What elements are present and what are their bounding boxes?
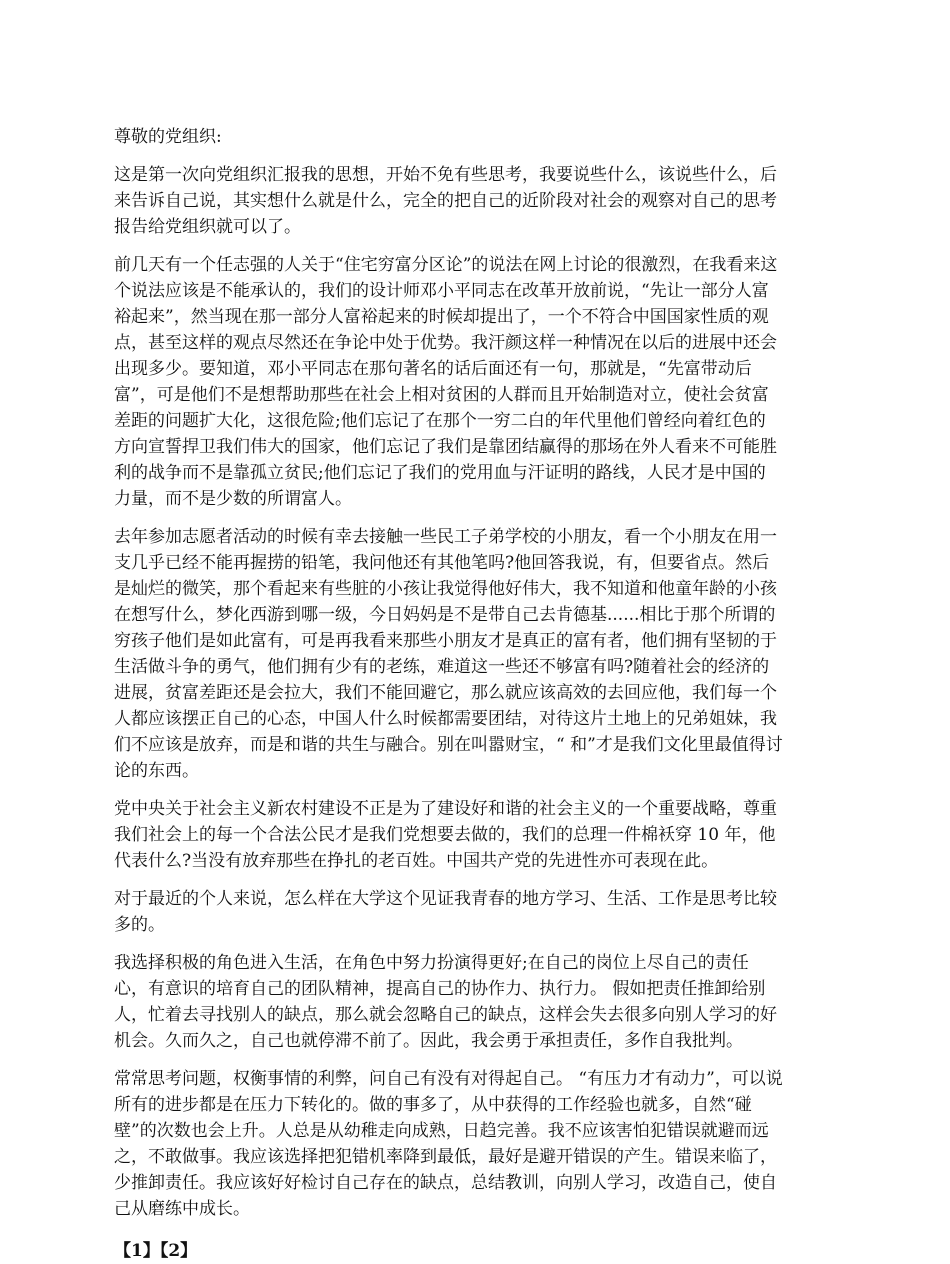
text-line: 我选择积极的角色进入生活，在角色中努力扮演得更好;在自己的岗位上尽自己的责任 xyxy=(114,953,749,973)
text-line: 裕起来”，然当现在那一部分人富裕起来的时候却提出了，一个不符合中国国家性质的观 xyxy=(114,307,769,327)
text-line: 利的战争而不是靠孤立贫民;他们忘记了我们的党用血与汗证明的路线，人民才是中国的 xyxy=(114,463,766,483)
text-line: 机会。久而久之，自己也就停滞不前了。因此，我会勇于承担责任，多作自我批判。 xyxy=(114,1031,743,1051)
text-line: 们不应该是放弃，而是和谐的共生与融合。别在叫嚣财宝，“ 和”才是我们文化里最值得讨 xyxy=(114,735,783,755)
salutation: 尊敬的党组织: xyxy=(114,127,222,147)
paragraph-5 xyxy=(114,886,840,938)
text-line: 在想写什么，梦化西游到哪一级，今日妈妈是不是带自己去肯德基......相比于那个所谓的 xyxy=(114,605,776,625)
text-line: 来告诉自己说，其实想什么就是什么，完全的把自己的近阶段对社会的观察对自己的思考 xyxy=(114,191,777,211)
text-line: 是灿烂的微笑，那个看起来有些脏的小孩让我觉得他好伟大，我不知道和他童年龄的小孩 xyxy=(114,579,777,599)
paragraph-1 xyxy=(114,162,840,240)
text-line: 常常思考问题，权衡事情的利弊，问自己有没有对得起自己。 “有压力才有动力”，可以说 xyxy=(114,1069,783,1089)
text-line: 这是第一次向党组织汇报我的思想，开始不免有些思考，我要说些什么，该说些什么，后 xyxy=(114,165,777,185)
paragraph-7 xyxy=(114,1066,840,1222)
text-line: 论的东西。 xyxy=(114,761,199,781)
document-body xyxy=(114,124,840,1264)
text-line: 代表什么?当没有放弃那些在挣扎的老百姓。中国共产党的先进性亦可表现在此。 xyxy=(114,851,719,871)
text-line: 前几天有一个任志强的人关于“住宅穷富分区论”的说法在网上讨论的很激烈，在我看来这 xyxy=(114,255,778,275)
text-line: 我们社会上的每一个合法公民才是我们党想要去做的，我们的总理一件棉袄穿 10 年，他 xyxy=(114,825,776,845)
text-line: 方向宣誓捍卫我们伟大的国家，他们忘记了我们是靠团结赢得的那场在外人看来不可能胜 xyxy=(114,437,777,457)
paragraph-6 xyxy=(114,950,840,1054)
text-line: 人，忙着去寻找别人的缺点，那么就会忽略自己的缺点，这样会失去很多向别人学习的好 xyxy=(114,1005,777,1025)
text-line: 出现多少。要知道，邓小平同志在那句著名的话后面还有一句，那就是，“先富带动后 xyxy=(114,359,752,379)
text-line: 多的。 xyxy=(114,915,165,935)
text-line: 少推卸责任。我应该好好检讨自己存在的缺点，总结教训，向别人学习，改造自己，使自 xyxy=(114,1173,777,1193)
text-line: 进展，贫富差距还是会拉大，我们不能回避它，那么就应该高效的去回应他，我们每一个 xyxy=(114,683,777,703)
text-line: 所有的进步都是在压力下转化的。做的事多了，从中获得的工作经验也就多，自然“碰 xyxy=(114,1095,752,1115)
paragraph-2 xyxy=(114,252,840,512)
text-line: 支几乎已经不能再握捞的铅笔，我问他还有其他笔吗?他回答我说，有，但要省点。然后 xyxy=(114,553,770,573)
pagination xyxy=(114,1238,840,1264)
text-line: 党中央关于社会主义新农村建设不正是为了建设好和谐的社会主义的一个重要战略，尊重 xyxy=(114,799,777,819)
text-line: 心，有意识的培育自己的团队精神，提高自己的协作力、执行力。 假如把责任推卸给别 xyxy=(114,979,766,999)
text-line: 对于最近的个人来说，怎么样在大学这个见证我青春的地方学习、生活、工作是思考比较 xyxy=(114,889,777,909)
text-line: 点，甚至这样的观点尽然还在争论中处于优势。我汗颜这样一种情况在以后的进展中还会 xyxy=(114,333,777,353)
text-line: 之，不敢做事。我应该选择把犯错机率降到最低，最好是避开错误的产生。错误来临了， xyxy=(114,1147,777,1167)
text-line: 壁”的次数也会上升。人总是从幼稚走向成熟，日趋完善。我不应该害怕犯错误就避而远 xyxy=(114,1121,769,1141)
page-2-link[interactable]: 【2】 xyxy=(159,1241,198,1261)
paragraph-4 xyxy=(114,796,840,874)
paragraph-3 xyxy=(114,524,840,784)
text-line: 力量，而不是少数的所谓富人。 xyxy=(114,489,352,509)
text-line: 穷孩子他们是如此富有，可是再我看来那些小朋友才是真正的富有者，他们拥有坚韧的于 xyxy=(114,631,777,651)
text-line: 富”，可是他们不是想帮助那些在社会上相对贫困的人群而且开始制造对立，使社会贫富 xyxy=(114,385,769,405)
text-line: 报告给党组织就可以了。 xyxy=(114,217,301,237)
text-line: 去年参加志愿者活动的时候有幸去接触一些民工子弟学校的小朋友，看一个小朋友在用一 xyxy=(114,527,777,547)
text-line: 己从磨练中成长。 xyxy=(114,1199,250,1219)
text-line: 差距的问题扩大化，这很危险;他们忘记了在那个一穷二白的年代里他们曾经向着红色的 xyxy=(114,411,766,431)
page-1-link[interactable]: 【1】 xyxy=(114,1241,160,1261)
text-line: 生活做斗争的勇气，他们拥有少有的老练，难道这一些还不够富有吗?随着社会的经济的 xyxy=(114,657,770,677)
text-line: 人都应该摆正自己的心态，中国人什么时候都需要团结，对待这片土地上的兄弟姐妹，我 xyxy=(114,709,777,729)
text-line: 个说法应该是不能承认的，我们的设计师邓小平同志在改革开放前说，“先让一部分人富 xyxy=(114,281,769,301)
